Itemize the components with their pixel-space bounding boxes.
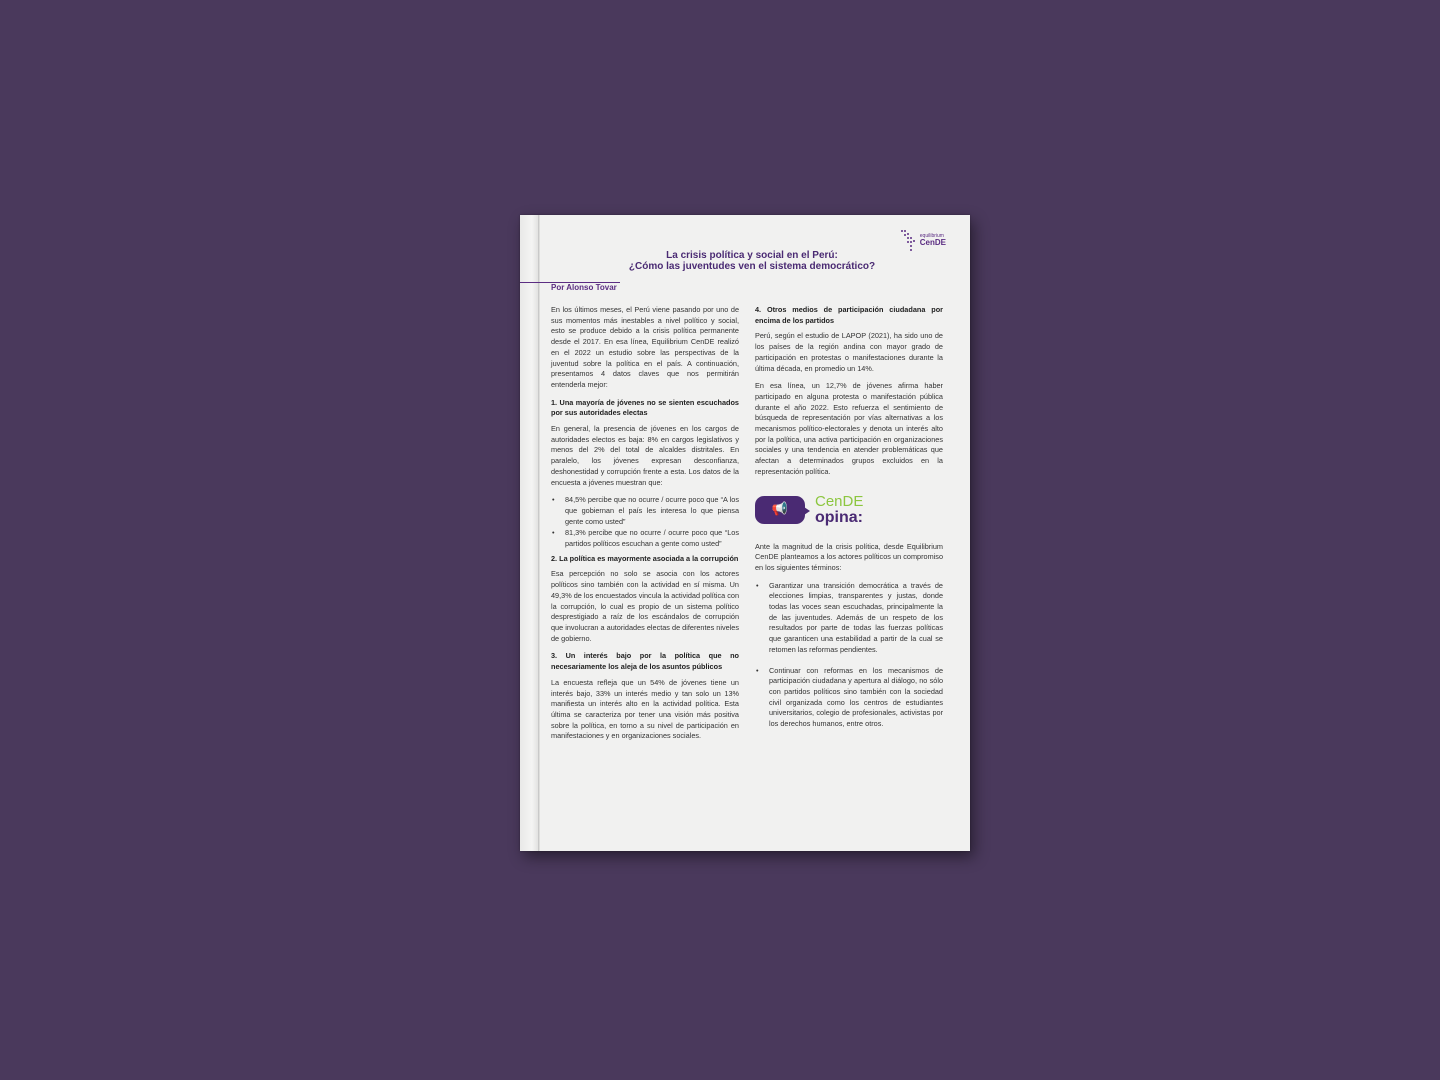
list-item: • 81,3% percibe que no ocurre / ocurre poco que “Los partidos políticos escuchan a gente como usted” <box>551 528 739 549</box>
opina-word: opina: <box>815 508 863 526</box>
opina-brand: CenDE <box>815 492 864 510</box>
intro-paragraph: En los últimos meses, el Perú viene pasando por uno de sus momentos más inestables a nivel político y social, esto se produce debido a la crisis política permanente desde el 2017. En esa línea, Equilibrium CenDE realizó en el 2022 un estudio sobre las perspectivas de la juventud sobre la política en el país. A continuación, presentamos 4 datos claves que nos permitirán entenderla mejor: <box>551 305 739 389</box>
paragraph-3: La encuesta refleja que un 54% de jóvenes tiene un interés bajo, 33% un interés medio y tan solo un 13% manifiesta un interés alto en la actividad política. Esta última se caracteriza por tener una visión más positiva sobre la política, en torno a su nivel de participación en manifestaciones y en organizaciones sociales. <box>551 677 739 741</box>
logo-map-icon <box>901 228 917 252</box>
left-column <box>551 305 739 749</box>
logo-small-text: equilibrium <box>919 232 944 239</box>
heading-4: 4. Otros medios de participación ciudadana por encima de los partidos <box>755 305 943 325</box>
list-item: • 84,5% percibe que no ocurre / ocurre poco que “A los que gobiernan el país les interesa lo que piensa gente como usted” <box>551 495 739 527</box>
paragraph-5: En esa línea, un 12,7% de jóvenes afirma haber participado en alguna protesta o manifestación pública durante el año 2022. Esto refuerza el sentimiento de búsqueda de representación por vías alternativas a los mecanismos político-electorales y denota un interés alto por la política, una activa participación en organizaciones sociales y una tendencia en atender problemáticas que afectan a determinados grupos excluidos en la representación política. <box>755 381 943 476</box>
paragraph-4: Perú, según el estudio de LAPOP (2021), ha sido uno de los países de la región andina con mayor grado de participación en protestas o manifestaciones durante la última década, en promedio un 14%. <box>755 331 943 373</box>
author-byline: Por Alonso Tovar <box>551 283 617 292</box>
bullet-list-1 <box>551 495 739 550</box>
document-title <box>620 250 884 272</box>
paragraph-2: Esa percepción no solo se asocia con los actores políticos sino también con la actividad en sí misma. Un 49,3% de los encuestados vincula la actividad política con la corrupción, lo cual es propio de un sistema político desprestigiado a raíz de los escándalos de corrupción que involucran a autoridades electas de diferentes niveles de gobierno. <box>551 569 739 643</box>
document-booklet <box>520 215 970 851</box>
heading-1: 1. Una mayoría de jóvenes no se sienten escuchados por sus autoridades electas <box>551 397 739 418</box>
right-column <box>755 305 943 740</box>
paragraph-6: Ante la magnitud de la crisis política, desde Equilibrium CenDE planteamos a los actores políticos un compromiso en los siguientes términos: <box>755 541 943 572</box>
bullet-list-2 <box>755 581 943 730</box>
list-item: • Garantizar una transición democrática a través de elecciones limpias, transparentes y justas, donde todas las voces sean escuchadas, principalmente la de las juventudes. Además de un respeto de los resultados por parte de todas las fuerzas políticas que garanticen una estabilidad a partir de la cual se retomen las reformas pendientes. <box>755 581 943 656</box>
title-line-1: La crisis política y social en el Perú: <box>666 250 838 261</box>
list-item: • Continuar con reformas en los mecanismos de participación ciudadana y apertura al diálogo, no sólo con partidos políticos sino también con la sociedad civil organizada como los centros de estudiantes universitarios, colegio de profesionales, activistas por los derechos humanos, entre otros. <box>755 666 943 730</box>
booklet-spine <box>520 215 540 851</box>
logo-big-text: CenDE <box>919 237 946 247</box>
paragraph-1: En general, la presencia de jóvenes en los cargos de autoridades electos es baja: 8% en cargos legislativos y menos del 2% del total de alcaldes distritales. En paralelo, los jóvenes expresan desconfianza, deshonestidad y corrupción frente a esta. Los datos de la encuesta a jóvenes muestran que: <box>551 424 739 487</box>
megaphone-icon: 📢 <box>771 501 789 517</box>
heading-3: 3. Un interés bajo por la política que no necesariamente los aleja de los asuntos públicos <box>551 651 739 672</box>
equilibrium-cende-logo <box>901 228 946 252</box>
heading-2: 2. La política es mayormente asociada a la corrupción <box>551 553 739 563</box>
title-line-2: ¿Cómo las juventudes ven el sistema democrático? <box>628 261 876 272</box>
cende-opina-banner <box>755 492 943 528</box>
spine-crease <box>538 215 539 851</box>
speech-bubble <box>755 496 805 524</box>
